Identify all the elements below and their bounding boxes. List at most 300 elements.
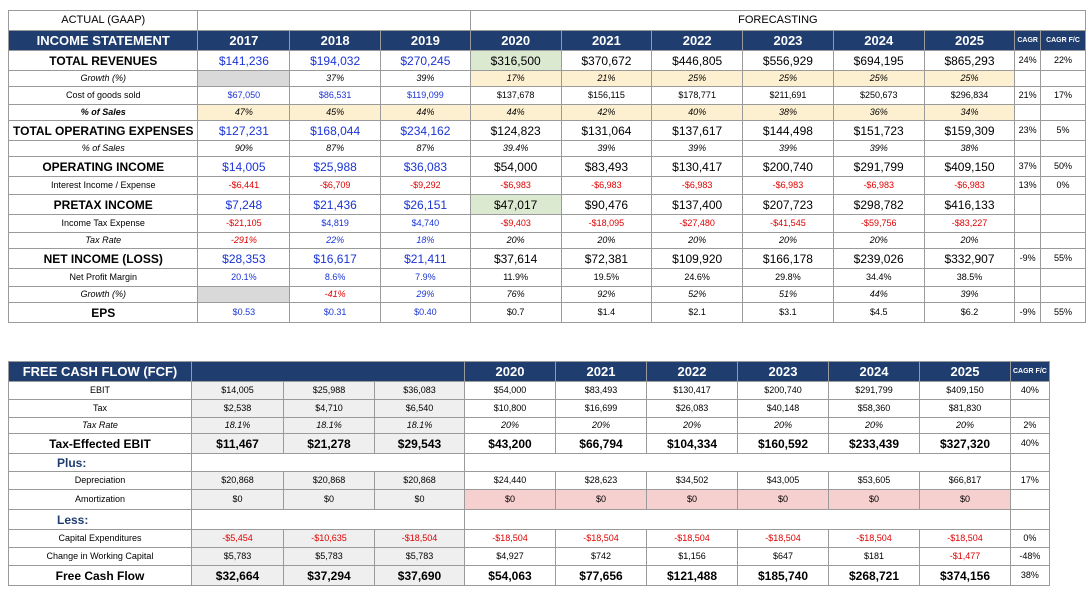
data-cell: $124,823 bbox=[470, 121, 561, 141]
forecasting-label: FORECASTING bbox=[470, 11, 1085, 31]
data-cell: $21,278 bbox=[284, 434, 375, 454]
data-cell: $2.1 bbox=[652, 303, 743, 323]
data-cell: $66,794 bbox=[556, 434, 647, 454]
cagr-cell: 24% bbox=[1015, 51, 1041, 71]
data-cell: $137,678 bbox=[470, 87, 561, 105]
free-cash-flow-table bbox=[8, 361, 1050, 586]
data-cell: 44% bbox=[470, 105, 561, 121]
table-row bbox=[9, 121, 1086, 141]
data-cell: $14,005 bbox=[192, 382, 284, 400]
data-cell: 18.1% bbox=[375, 418, 465, 434]
section-row bbox=[9, 510, 1050, 530]
data-cell: -$1,477 bbox=[920, 548, 1011, 566]
data-cell: $156,115 bbox=[561, 87, 652, 105]
cagr-fc-cell bbox=[1040, 141, 1085, 157]
data-cell: -$5,454 bbox=[192, 530, 284, 548]
table-row bbox=[9, 71, 1086, 87]
data-cell: 20% bbox=[561, 233, 652, 249]
data-cell: 39% bbox=[833, 141, 924, 157]
data-cell: $130,417 bbox=[647, 382, 738, 400]
cagr-fc-cell: 2% bbox=[1011, 418, 1050, 434]
data-cell: $127,231 bbox=[198, 121, 290, 141]
data-cell: $43,005 bbox=[738, 472, 829, 490]
cagr-fc-cell bbox=[1040, 105, 1085, 121]
data-cell: -$6,983 bbox=[470, 177, 561, 195]
data-cell: $137,400 bbox=[652, 195, 743, 215]
table-row bbox=[9, 400, 1050, 418]
data-cell: -$18,504 bbox=[556, 530, 647, 548]
cagr-fc-cell: 40% bbox=[1011, 434, 1050, 454]
year-header: 2018 bbox=[290, 31, 381, 51]
cagr-cell bbox=[1015, 71, 1041, 87]
data-cell: $0 bbox=[556, 490, 647, 510]
plus-label: Plus: bbox=[9, 454, 192, 472]
data-cell: $28,623 bbox=[556, 472, 647, 490]
data-cell: 20% bbox=[743, 233, 834, 249]
table-row bbox=[9, 249, 1086, 269]
data-cell: $26,151 bbox=[381, 195, 471, 215]
data-cell: $54,000 bbox=[470, 157, 561, 177]
data-cell: 39% bbox=[561, 141, 652, 157]
data-cell: $109,920 bbox=[652, 249, 743, 269]
data-cell: $104,334 bbox=[647, 434, 738, 454]
data-cell: $166,178 bbox=[743, 249, 834, 269]
data-cell: $53,605 bbox=[829, 472, 920, 490]
data-cell: $178,771 bbox=[652, 87, 743, 105]
data-cell: $194,032 bbox=[290, 51, 381, 71]
data-cell: $1.4 bbox=[561, 303, 652, 323]
cagr-fc-cell: 5% bbox=[1040, 121, 1085, 141]
income-statement-title: INCOME STATEMENT bbox=[9, 31, 198, 51]
cagr-cell bbox=[1015, 105, 1041, 121]
data-cell: 25% bbox=[743, 71, 834, 87]
table-row bbox=[9, 233, 1086, 249]
cagr-cell: 23% bbox=[1015, 121, 1041, 141]
section-row bbox=[9, 454, 1050, 472]
data-cell: 11.9% bbox=[470, 269, 561, 287]
data-cell: $36,083 bbox=[375, 382, 465, 400]
data-cell: $742 bbox=[556, 548, 647, 566]
row-label: TOTAL REVENUES bbox=[9, 51, 198, 71]
cagr-cell: 37% bbox=[1015, 157, 1041, 177]
data-cell: $40,148 bbox=[738, 400, 829, 418]
data-cell: 39% bbox=[652, 141, 743, 157]
data-cell: $37,690 bbox=[375, 566, 465, 586]
data-cell: $647 bbox=[738, 548, 829, 566]
data-cell: $298,782 bbox=[833, 195, 924, 215]
cagr-cell bbox=[1015, 141, 1041, 157]
cagr-fc-cell: 17% bbox=[1040, 87, 1085, 105]
data-cell: $0 bbox=[738, 490, 829, 510]
data-cell: $4,740 bbox=[381, 215, 471, 233]
data-cell: -$9,292 bbox=[381, 177, 471, 195]
year-header: 2023 bbox=[743, 31, 834, 51]
data-cell: $332,907 bbox=[924, 249, 1015, 269]
data-cell: 29.8% bbox=[743, 269, 834, 287]
table-row bbox=[9, 418, 1050, 434]
data-cell: $81,830 bbox=[920, 400, 1011, 418]
data-cell: $151,723 bbox=[833, 121, 924, 141]
data-cell: -$83,227 bbox=[924, 215, 1015, 233]
data-cell: $296,834 bbox=[924, 87, 1015, 105]
data-cell: 20% bbox=[924, 233, 1015, 249]
table-row bbox=[9, 105, 1086, 121]
data-cell: $90,476 bbox=[561, 195, 652, 215]
row-label: TOTAL OPERATING EXPENSES bbox=[9, 121, 198, 141]
table-row bbox=[9, 195, 1086, 215]
data-cell: 22% bbox=[290, 233, 381, 249]
year-header: 2024 bbox=[829, 362, 920, 382]
data-cell: $130,417 bbox=[652, 157, 743, 177]
data-cell: $250,673 bbox=[833, 87, 924, 105]
data-cell: $159,309 bbox=[924, 121, 1015, 141]
data-cell: $5,783 bbox=[192, 548, 284, 566]
cagr-cell bbox=[1015, 233, 1041, 249]
data-cell: $0.31 bbox=[290, 303, 381, 323]
year-header: 2022 bbox=[652, 31, 743, 51]
table-row bbox=[9, 382, 1050, 400]
cagr-fc-cell: 55% bbox=[1040, 249, 1085, 269]
data-cell: 87% bbox=[381, 141, 471, 157]
year-header: 2022 bbox=[647, 362, 738, 382]
data-cell: -$6,709 bbox=[290, 177, 381, 195]
year-header: 2023 bbox=[738, 362, 829, 382]
data-cell: 19.5% bbox=[561, 269, 652, 287]
data-cell: 20% bbox=[829, 418, 920, 434]
data-cell: $67,050 bbox=[198, 87, 290, 105]
data-cell: 42% bbox=[561, 105, 652, 121]
data-cell: $26,083 bbox=[647, 400, 738, 418]
year-header: 2021 bbox=[556, 362, 647, 382]
cagr-fc-cell: 22% bbox=[1040, 51, 1085, 71]
data-cell: $25,988 bbox=[284, 382, 375, 400]
data-cell: $7,248 bbox=[198, 195, 290, 215]
data-cell: 38.5% bbox=[924, 269, 1015, 287]
year-header: 2020 bbox=[470, 31, 561, 51]
data-cell: 34.4% bbox=[833, 269, 924, 287]
data-cell: 21% bbox=[561, 71, 652, 87]
data-cell: $416,133 bbox=[924, 195, 1015, 215]
cagr-fc-cell: -48% bbox=[1011, 548, 1050, 566]
row-label: NET INCOME (LOSS) bbox=[9, 249, 198, 269]
row-label: % of Sales bbox=[9, 141, 198, 157]
data-cell: -$18,095 bbox=[561, 215, 652, 233]
data-cell: $54,063 bbox=[465, 566, 556, 586]
actual-gaap-label: ACTUAL (GAAP) bbox=[9, 11, 198, 31]
data-cell: 90% bbox=[198, 141, 290, 157]
data-cell: -$27,480 bbox=[652, 215, 743, 233]
data-cell: $47,017 bbox=[470, 195, 561, 215]
data-cell: 44% bbox=[833, 287, 924, 303]
data-cell: $0 bbox=[284, 490, 375, 510]
data-cell: $168,044 bbox=[290, 121, 381, 141]
data-cell: -$10,635 bbox=[284, 530, 375, 548]
data-cell: 52% bbox=[652, 287, 743, 303]
cagr-fc-cell bbox=[1040, 233, 1085, 249]
table-row bbox=[9, 215, 1086, 233]
data-cell: $36,083 bbox=[381, 157, 471, 177]
data-cell: 38% bbox=[743, 105, 834, 121]
data-cell: $160,592 bbox=[738, 434, 829, 454]
data-cell: -41% bbox=[290, 287, 381, 303]
cagr-fc-cell bbox=[1040, 195, 1085, 215]
cagr-cell: 13% bbox=[1015, 177, 1041, 195]
row-label: Amortization bbox=[9, 490, 192, 510]
row-label: Tax Rate bbox=[9, 233, 198, 249]
table-row bbox=[9, 177, 1086, 195]
data-cell: $207,723 bbox=[743, 195, 834, 215]
table-row bbox=[9, 548, 1050, 566]
data-cell: $865,293 bbox=[924, 51, 1015, 71]
cagr-fc-cell bbox=[1011, 400, 1050, 418]
data-cell: -$18,504 bbox=[829, 530, 920, 548]
table-row bbox=[9, 269, 1086, 287]
data-cell: $200,740 bbox=[738, 382, 829, 400]
row-label: Free Cash Flow bbox=[9, 566, 192, 586]
data-cell: $66,817 bbox=[920, 472, 1011, 490]
table-row bbox=[9, 51, 1086, 71]
fcf-title: FREE CASH FLOW (FCF) bbox=[9, 362, 192, 382]
data-cell: -$9,403 bbox=[470, 215, 561, 233]
cagr-fc-header: CAGR F/C bbox=[1040, 31, 1085, 51]
data-cell: 25% bbox=[833, 71, 924, 87]
table-row bbox=[9, 566, 1050, 586]
data-cell: $556,929 bbox=[743, 51, 834, 71]
data-cell: $6,540 bbox=[375, 400, 465, 418]
data-cell: 39.4% bbox=[470, 141, 561, 157]
data-cell: $2,538 bbox=[192, 400, 284, 418]
data-cell: $20,868 bbox=[284, 472, 375, 490]
cagr-fc-cell bbox=[1040, 71, 1085, 87]
data-cell: 20% bbox=[470, 233, 561, 249]
data-cell: $4,927 bbox=[465, 548, 556, 566]
data-cell: $0.7 bbox=[470, 303, 561, 323]
data-cell: 51% bbox=[743, 287, 834, 303]
row-label: Tax Rate bbox=[9, 418, 192, 434]
data-cell: $370,672 bbox=[561, 51, 652, 71]
data-cell: -$6,983 bbox=[561, 177, 652, 195]
row-label: PRETAX INCOME bbox=[9, 195, 198, 215]
cagr-cell bbox=[1015, 269, 1041, 287]
table-row bbox=[9, 530, 1050, 548]
data-cell: -$41,545 bbox=[743, 215, 834, 233]
data-cell: $14,005 bbox=[198, 157, 290, 177]
data-cell: $16,699 bbox=[556, 400, 647, 418]
data-cell: 17% bbox=[470, 71, 561, 87]
table-row bbox=[9, 141, 1086, 157]
data-cell: $234,162 bbox=[381, 121, 471, 141]
data-cell: $0 bbox=[465, 490, 556, 510]
data-cell: $24,440 bbox=[465, 472, 556, 490]
data-cell: $4,819 bbox=[290, 215, 381, 233]
data-cell: $121,488 bbox=[647, 566, 738, 586]
data-cell: $25,988 bbox=[290, 157, 381, 177]
data-cell: $181 bbox=[829, 548, 920, 566]
data-cell: $37,294 bbox=[284, 566, 375, 586]
data-cell: $11,467 bbox=[192, 434, 284, 454]
year-header: 2025 bbox=[920, 362, 1011, 382]
row-label: EPS bbox=[9, 303, 198, 323]
data-cell: $21,436 bbox=[290, 195, 381, 215]
table-row bbox=[9, 434, 1050, 454]
data-cell: $185,740 bbox=[738, 566, 829, 586]
data-cell: $83,493 bbox=[556, 382, 647, 400]
data-cell: $291,799 bbox=[829, 382, 920, 400]
data-cell: 20% bbox=[652, 233, 743, 249]
data-cell: $3.1 bbox=[743, 303, 834, 323]
data-cell: $0.40 bbox=[381, 303, 471, 323]
data-cell: -291% bbox=[198, 233, 290, 249]
year-header: 2024 bbox=[833, 31, 924, 51]
data-cell: $10,800 bbox=[465, 400, 556, 418]
data-cell: 20.1% bbox=[198, 269, 290, 287]
row-label: Cost of goods sold bbox=[9, 87, 198, 105]
year-header: 2020 bbox=[465, 362, 556, 382]
data-cell: 76% bbox=[470, 287, 561, 303]
data-cell: -$18,504 bbox=[920, 530, 1011, 548]
data-cell: 18.1% bbox=[284, 418, 375, 434]
data-cell: 47% bbox=[198, 105, 290, 121]
data-cell: $16,617 bbox=[290, 249, 381, 269]
data-cell: $0 bbox=[647, 490, 738, 510]
data-cell: 40% bbox=[652, 105, 743, 121]
row-label: Growth (%) bbox=[9, 287, 198, 303]
data-cell: $141,236 bbox=[198, 51, 290, 71]
year-header: 2017 bbox=[198, 31, 290, 51]
row-label: Capital Expenditures bbox=[9, 530, 192, 548]
cagr-fc-cell bbox=[1040, 269, 1085, 287]
data-cell: 20% bbox=[738, 418, 829, 434]
data-cell: 39% bbox=[924, 287, 1015, 303]
data-cell: $1,156 bbox=[647, 548, 738, 566]
data-cell: $29,543 bbox=[375, 434, 465, 454]
data-cell: $20,868 bbox=[375, 472, 465, 490]
data-cell: 20% bbox=[556, 418, 647, 434]
data-cell: $239,026 bbox=[833, 249, 924, 269]
data-cell: $119,099 bbox=[381, 87, 471, 105]
data-cell: $43,200 bbox=[465, 434, 556, 454]
data-cell: -$6,441 bbox=[198, 177, 290, 195]
data-cell: 87% bbox=[290, 141, 381, 157]
data-cell: $0.53 bbox=[198, 303, 290, 323]
row-label: Interest Income / Expense bbox=[9, 177, 198, 195]
table-row bbox=[9, 490, 1050, 510]
cagr-fc-header: CAGR F/C bbox=[1011, 362, 1050, 382]
data-cell: 45% bbox=[290, 105, 381, 121]
row-label: Income Tax Expense bbox=[9, 215, 198, 233]
data-cell: $0 bbox=[192, 490, 284, 510]
data-cell: 39% bbox=[743, 141, 834, 157]
data-cell: $211,691 bbox=[743, 87, 834, 105]
cagr-header: CAGR bbox=[1015, 31, 1041, 51]
data-cell: $4,710 bbox=[284, 400, 375, 418]
data-cell: $21,411 bbox=[381, 249, 471, 269]
data-cell: $233,439 bbox=[829, 434, 920, 454]
data-cell: 44% bbox=[381, 105, 471, 121]
data-cell: -$18,504 bbox=[647, 530, 738, 548]
data-cell: 18.1% bbox=[192, 418, 284, 434]
table-row bbox=[9, 472, 1050, 490]
data-cell: 8.6% bbox=[290, 269, 381, 287]
data-cell: $131,064 bbox=[561, 121, 652, 141]
data-cell: -$6,983 bbox=[924, 177, 1015, 195]
cagr-fc-cell: 38% bbox=[1011, 566, 1050, 586]
data-cell: $86,531 bbox=[290, 87, 381, 105]
data-cell: 29% bbox=[381, 287, 471, 303]
data-cell: $5,783 bbox=[375, 548, 465, 566]
income-statement-table bbox=[8, 10, 1086, 323]
data-cell: 20% bbox=[647, 418, 738, 434]
data-cell: -$18,504 bbox=[465, 530, 556, 548]
data-cell: 34% bbox=[924, 105, 1015, 121]
table-row bbox=[9, 157, 1086, 177]
data-cell: $137,617 bbox=[652, 121, 743, 141]
cagr-fc-cell bbox=[1040, 215, 1085, 233]
cagr-fc-cell bbox=[1040, 287, 1085, 303]
data-cell: -$59,756 bbox=[833, 215, 924, 233]
year-header: 2025 bbox=[924, 31, 1015, 51]
cagr-cell bbox=[1015, 195, 1041, 215]
year-header: 2021 bbox=[561, 31, 652, 51]
data-cell: $32,664 bbox=[192, 566, 284, 586]
data-cell bbox=[198, 71, 290, 87]
data-cell: 20% bbox=[465, 418, 556, 434]
data-cell: 37% bbox=[290, 71, 381, 87]
data-cell: -$18,504 bbox=[738, 530, 829, 548]
cagr-cell bbox=[1015, 215, 1041, 233]
data-cell: $316,500 bbox=[470, 51, 561, 71]
data-cell: 38% bbox=[924, 141, 1015, 157]
data-cell: $4.5 bbox=[833, 303, 924, 323]
data-cell: $20,868 bbox=[192, 472, 284, 490]
table-row bbox=[9, 303, 1086, 323]
data-cell: $409,150 bbox=[924, 157, 1015, 177]
cagr-cell bbox=[1015, 287, 1041, 303]
data-cell: -$6,983 bbox=[833, 177, 924, 195]
data-cell: $374,156 bbox=[920, 566, 1011, 586]
cagr-fc-cell: 0% bbox=[1040, 177, 1085, 195]
data-cell: 25% bbox=[652, 71, 743, 87]
data-cell: $5,783 bbox=[284, 548, 375, 566]
cagr-fc-cell: 0% bbox=[1011, 530, 1050, 548]
data-cell: -$21,105 bbox=[198, 215, 290, 233]
data-cell: -$6,983 bbox=[652, 177, 743, 195]
row-label: Depreciation bbox=[9, 472, 192, 490]
year-header: 2019 bbox=[381, 31, 471, 51]
data-cell bbox=[198, 287, 290, 303]
data-cell: $694,195 bbox=[833, 51, 924, 71]
data-cell: $200,740 bbox=[743, 157, 834, 177]
data-cell: -$6,983 bbox=[743, 177, 834, 195]
data-cell: $409,150 bbox=[920, 382, 1011, 400]
less-label: Less: bbox=[9, 510, 192, 530]
table-row bbox=[9, 287, 1086, 303]
data-cell: $0 bbox=[375, 490, 465, 510]
cagr-fc-cell: 17% bbox=[1011, 472, 1050, 490]
data-cell: 20% bbox=[920, 418, 1011, 434]
data-cell: 7.9% bbox=[381, 269, 471, 287]
row-label: Tax bbox=[9, 400, 192, 418]
data-cell: $58,360 bbox=[829, 400, 920, 418]
row-label: OPERATING INCOME bbox=[9, 157, 198, 177]
cagr-cell: -9% bbox=[1015, 249, 1041, 269]
row-label: Change in Working Capital bbox=[9, 548, 192, 566]
data-cell: $28,353 bbox=[198, 249, 290, 269]
cagr-fc-cell: 50% bbox=[1040, 157, 1085, 177]
cagr-fc-cell: 40% bbox=[1011, 382, 1050, 400]
cagr-fc-cell bbox=[1011, 490, 1050, 510]
data-cell: 39% bbox=[381, 71, 471, 87]
